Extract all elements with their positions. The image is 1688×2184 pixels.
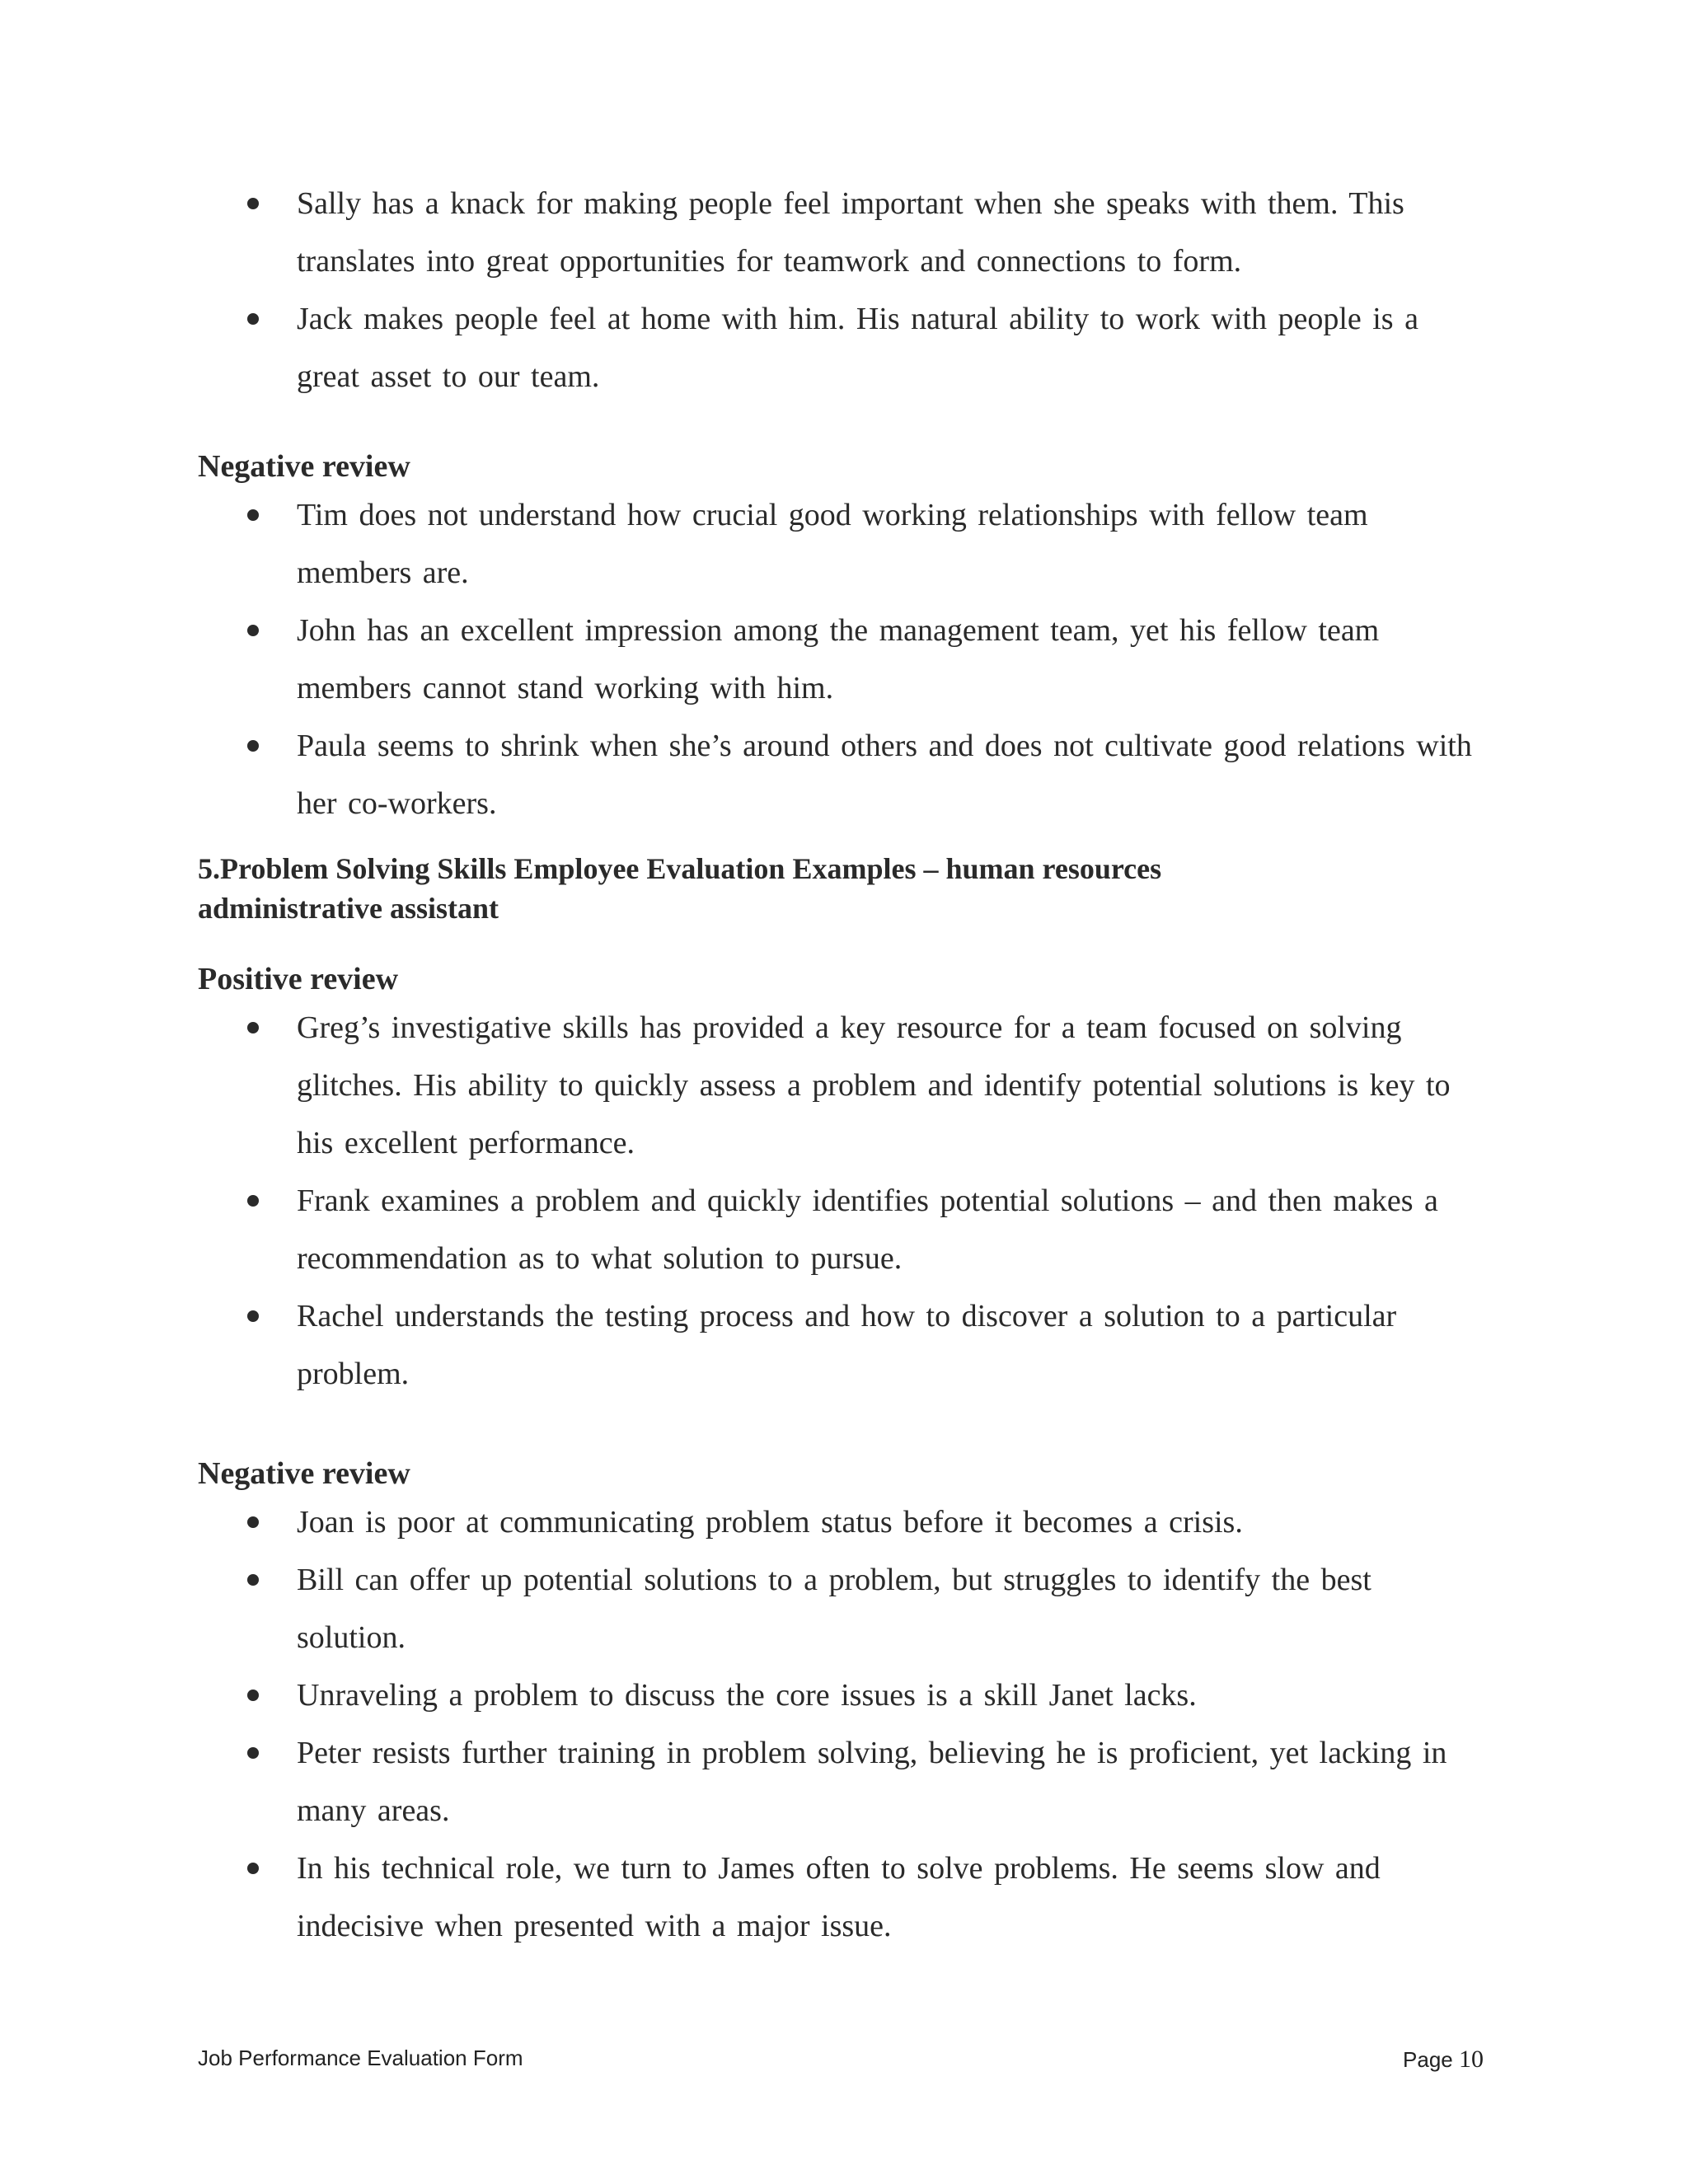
bullet-list-top: [198, 175, 1484, 405]
list-item: [198, 1724, 1484, 1840]
bullet-icon: [247, 625, 259, 636]
list-item: [198, 717, 1484, 832]
negative-review-list: [198, 1493, 1484, 1955]
bullet-icon: [247, 1310, 259, 1322]
list-item: [198, 1666, 1484, 1724]
list-item-text: Joan is poor at communicating problem status before it becomes a crisis.: [297, 1505, 1243, 1540]
bullet-icon: [247, 1022, 259, 1033]
bullet-icon: [247, 509, 259, 521]
list-item-text: Bill can offer up potential solutions to a problem, but struggles to identify the best solution.: [297, 1563, 1372, 1655]
positive-review-heading: Positive review: [198, 962, 399, 996]
footer-form-name: Job Performance Evaluation Form: [198, 2046, 523, 2070]
bullet-icon: [247, 1863, 259, 1874]
list-item-text: In his technical role, we turn to James often to solve problems. He seems slow and indecisive when presented with a major issue.: [297, 1851, 1381, 1943]
footer-page-label: Page: [1403, 2047, 1453, 2072]
document-page: [198, 175, 1484, 1955]
list-item: [198, 486, 1484, 602]
footer-page-indicator: [1403, 2046, 1484, 2074]
list-item-text: Jack makes people feel at home with him. His natural ability to work with people is a great asset to our team.: [297, 302, 1418, 394]
list-item: [198, 175, 1484, 290]
list-item-text: Sally has a knack for making people feel important when she speaks with them. This translates into great opportunities for teamwork and connections to form.: [297, 186, 1404, 279]
bullet-icon: [247, 198, 259, 209]
bullet-icon: [247, 1516, 259, 1528]
negative-review-heading: Negative review: [198, 1456, 410, 1491]
bullet-icon: [247, 740, 259, 752]
negative-review-heading: Negative review: [198, 449, 410, 484]
bullet-icon: [247, 1195, 259, 1207]
list-item-text: Frank examines a problem and quickly identifies potential solutions – and then makes a recommendation as to what solution to pursue.: [297, 1183, 1438, 1276]
list-item: [198, 1840, 1484, 1955]
bullet-icon: [247, 1747, 259, 1759]
list-item: [198, 999, 1484, 1172]
list-item-text: Rachel understands the testing process and how to discover a solution to a particular problem.: [297, 1299, 1397, 1391]
list-item: [198, 1493, 1484, 1551]
section-title: 5.Problem Solving Skills Employee Evaluation Examples – human resources administrative assistant: [198, 852, 1162, 925]
list-item: [198, 290, 1484, 405]
list-item-text: Paula seems to shrink when she’s around others and does not cultivate good relations with her co-workers.: [297, 729, 1472, 821]
list-item: [198, 1172, 1484, 1287]
bullet-icon: [247, 1690, 259, 1701]
list-item-text: John has an excellent impression among the management team, yet his fellow team members cannot stand working with him.: [297, 613, 1380, 705]
positive-review-list: [198, 999, 1484, 1403]
list-item: [198, 602, 1484, 717]
bullet-icon: [247, 1574, 259, 1586]
list-item-text: Greg’s investigative skills has provided a key resource for a team focused on solving glitches. His ability to quickly assess a problem and identify potential solutions is key to his excellent performance.: [297, 1010, 1451, 1160]
list-item: [198, 1287, 1484, 1403]
bullet-icon: [247, 313, 259, 325]
list-item-text: Peter resists further training in problem solving, believing he is proficient, yet lacking in many areas.: [297, 1736, 1447, 1828]
negative-review-list: [198, 486, 1484, 832]
footer-page-number: 10: [1459, 2046, 1484, 2073]
list-item: [198, 1551, 1484, 1666]
list-item-text: Unraveling a problem to discuss the core issues is a skill Janet lacks.: [297, 1678, 1197, 1713]
list-item-text: Tim does not understand how crucial good working relationships with fellow team members are.: [297, 498, 1368, 590]
